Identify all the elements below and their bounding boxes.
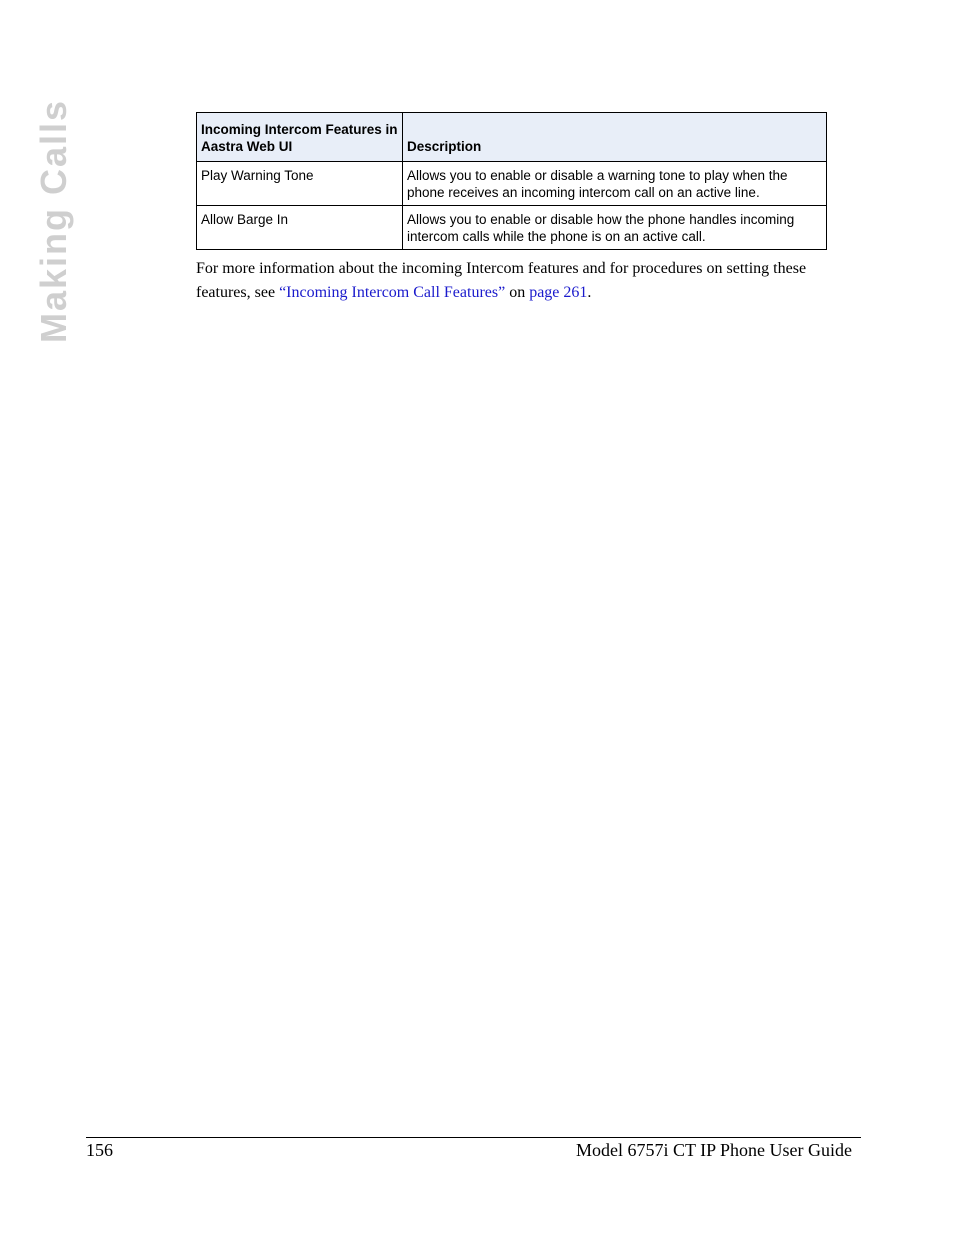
more-info-paragraph — [196, 257, 856, 305]
description-cell: Allows you to enable or disable a warning tone to play when the phone receives an incoming intercom call on an active line. — [403, 162, 827, 206]
page-link[interactable]: page 261 — [529, 284, 588, 301]
feature-cell: Play Warning Tone — [197, 162, 403, 206]
header-feature: Incoming Intercom Features in Aastra Web UI — [197, 113, 403, 162]
guide-title: Model 6757i CT IP Phone User Guide — [576, 1140, 852, 1160]
header-description: Description — [403, 113, 827, 162]
footer-divider — [86, 1137, 861, 1138]
table-header-row — [197, 113, 827, 162]
page-number: 156 — [86, 1140, 113, 1160]
paragraph-text: For more information about the incoming Intercom features and for procedures on setting these features, see — [196, 260, 807, 301]
feature-cell: Allow Barge In — [197, 206, 403, 250]
side-tab-label: Making Calls — [33, 98, 74, 344]
intercom-features-table — [196, 112, 827, 250]
side-tab — [33, 98, 74, 344]
description-cell: Allows you to enable or disable how the phone handles incoming intercom calls while the phone is on an active call. — [403, 206, 827, 250]
table-row — [197, 162, 827, 206]
table-row — [197, 206, 827, 250]
paragraph-text: on — [505, 284, 530, 301]
incoming-intercom-link[interactable]: “Incoming Intercom Call Features” — [279, 284, 506, 301]
paragraph-text: . — [587, 284, 592, 301]
